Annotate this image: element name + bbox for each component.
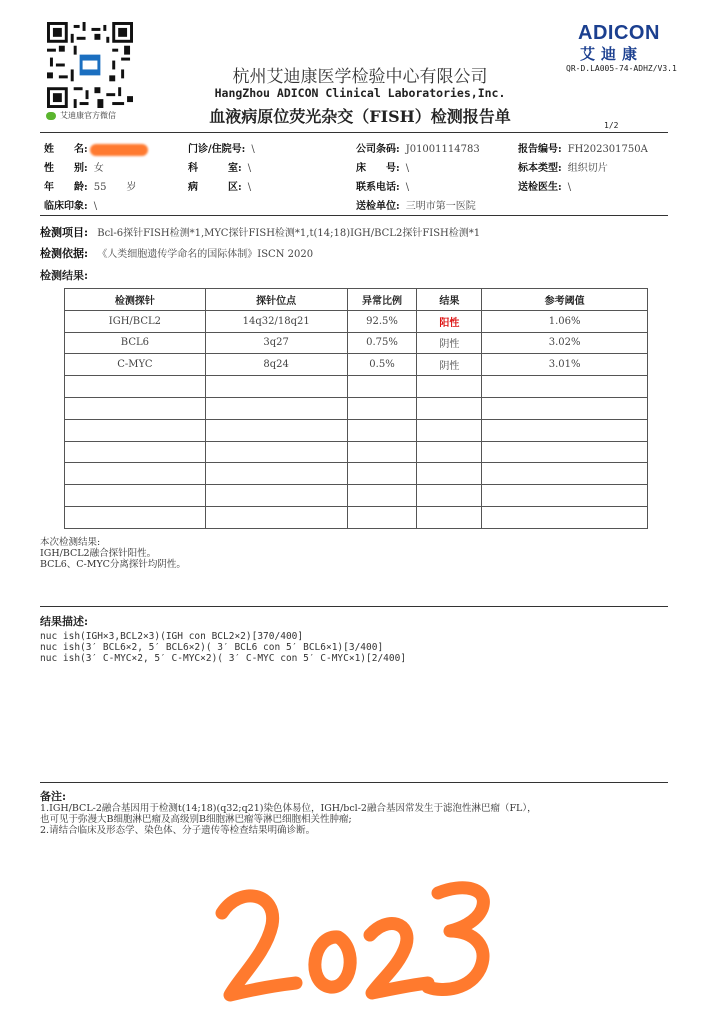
org-name-cn: 杭州艾迪康医学检验中心有限公司 xyxy=(232,67,488,87)
form-number: QR-D.LA005-74-ADHZ/V3.1 xyxy=(566,64,677,73)
test-basis: 检测依据: 《人类细胞遗传学命名的国际体制》ISCN 2020 xyxy=(40,247,314,260)
submitting-unit: 送检单位: 三明市第一医院 xyxy=(356,201,476,212)
results-table xyxy=(64,288,648,529)
cell-ratio: 0.75% xyxy=(347,332,417,354)
notes-lines: 1.IGH/BCL-2融合基因用于检测t(14;18)(q32;q21)染色体易位，IGH/bcl-2融合基因常发生于滤泡性淋巴瘤（FL）， 也可见于弥漫大B细胞淋巴瘤及高级别B细胞淋巴瘤等淋巴细胞相关性肿瘤; 2.请结合临床及形态学、染色体、分子遗传等检查结果明确诊断。 xyxy=(40,803,537,836)
col-header-locus: 探针位点 xyxy=(205,289,347,311)
col-header-probe: 检测探针 xyxy=(65,289,206,311)
referring-doctor: 送检医生: \ xyxy=(518,182,572,193)
org-name-en: HangZhou ADICON Clinical Laboratories,Inc. xyxy=(214,86,506,100)
notes-divider xyxy=(40,782,668,783)
clinical-impression: 临床印象: \ xyxy=(44,201,98,212)
clinic-number: 门诊/住院号: \ xyxy=(188,144,255,155)
empty-row xyxy=(65,463,648,485)
conclusion-divider xyxy=(40,606,668,607)
bed-number: 床 号: \ xyxy=(356,163,410,174)
test-items: 检测项目: Bcl-6探针FISH检测*1,MYC探针FISH检测*1,t(14;18)IGH/BCL2探针FISH检测*1 xyxy=(40,226,481,239)
empty-row xyxy=(65,376,648,398)
table-row xyxy=(65,332,648,354)
cell-threshold: 3.02% xyxy=(482,332,648,354)
info-divider xyxy=(40,215,668,216)
department: 科 室: \ xyxy=(188,163,252,174)
contact-phone: 联系电话: \ xyxy=(356,182,410,193)
empty-row xyxy=(65,441,648,463)
patient-sex: 性 别: 女 xyxy=(44,163,104,174)
cell-threshold: 1.06% xyxy=(482,310,648,332)
wechat-caption: 艾迪康官方微信 xyxy=(46,110,116,121)
col-header-ratio: 异常比例 xyxy=(347,289,417,311)
cell-ratio: 0.5% xyxy=(347,354,417,376)
cell-probe: C-MYC xyxy=(65,354,206,376)
page-number: 1/2 xyxy=(604,121,619,130)
description-heading: 结果描述: xyxy=(40,615,89,628)
conclusion: 本次检测结果: IGH/BCL2融合探针阳性。 BCL6、C-MYC分离探针均阴性。 xyxy=(40,537,186,570)
brand-logo-cn: 艾迪康 xyxy=(580,45,644,63)
specimen-type: 标本类型: 组织切片 xyxy=(518,163,608,174)
table-row xyxy=(65,310,648,332)
cell-locus: 14q32/18q21 xyxy=(205,310,347,332)
cell-probe: BCL6 xyxy=(65,332,206,354)
patient-name: 姓 名: xyxy=(44,140,148,156)
col-header-result: 结果 xyxy=(417,289,482,311)
report-number: 报告编号: FH202301750A xyxy=(518,144,648,155)
company-code: 公司条码: J01001114783 xyxy=(356,144,480,155)
cell-locus: 3q27 xyxy=(205,332,347,354)
header-divider xyxy=(40,132,668,133)
results-heading: 检测结果: xyxy=(40,269,89,282)
redacted-name xyxy=(90,144,148,156)
cell-result: 阴性 xyxy=(417,354,482,376)
empty-row xyxy=(65,419,648,441)
cell-probe: IGH/BCL2 xyxy=(65,310,206,332)
col-header-threshold: 参考阈值 xyxy=(482,289,648,311)
empty-row xyxy=(65,485,648,507)
ward: 病 区: \ xyxy=(188,182,252,193)
cell-threshold: 3.01% xyxy=(482,354,648,376)
report-title: 血液病原位荧光杂交（FISH）检测报告单 xyxy=(209,107,511,126)
notes-heading: 备注: xyxy=(40,790,67,803)
patient-age: 年 龄: 55 岁 xyxy=(44,182,137,193)
table-row xyxy=(65,354,648,376)
brand-logo-en: ADICON xyxy=(578,22,660,44)
description-lines: nuc ish(IGH×3,BCL2×3)(IGH con BCL2×2)[370/400] nuc ish(3′ BCL6×2, 5′ BCL6×2)( 3′ BCL6 con 5′ BCL6×1)[3/400] nuc ish(3′ C-MYC×2, 5′ C-MYC×2)( 3′ C-MYC con 5′ C-MYC×1)[2/400] xyxy=(40,631,407,664)
cell-ratio: 92.5% xyxy=(347,310,417,332)
cell-result: 阴性 xyxy=(417,332,482,354)
empty-row xyxy=(65,506,648,528)
handwritten-year xyxy=(200,865,500,1015)
cell-result-positive: 阳性 xyxy=(417,310,482,332)
empty-row xyxy=(65,397,648,419)
table-header-row xyxy=(65,289,648,311)
cell-locus: 8q24 xyxy=(205,354,347,376)
